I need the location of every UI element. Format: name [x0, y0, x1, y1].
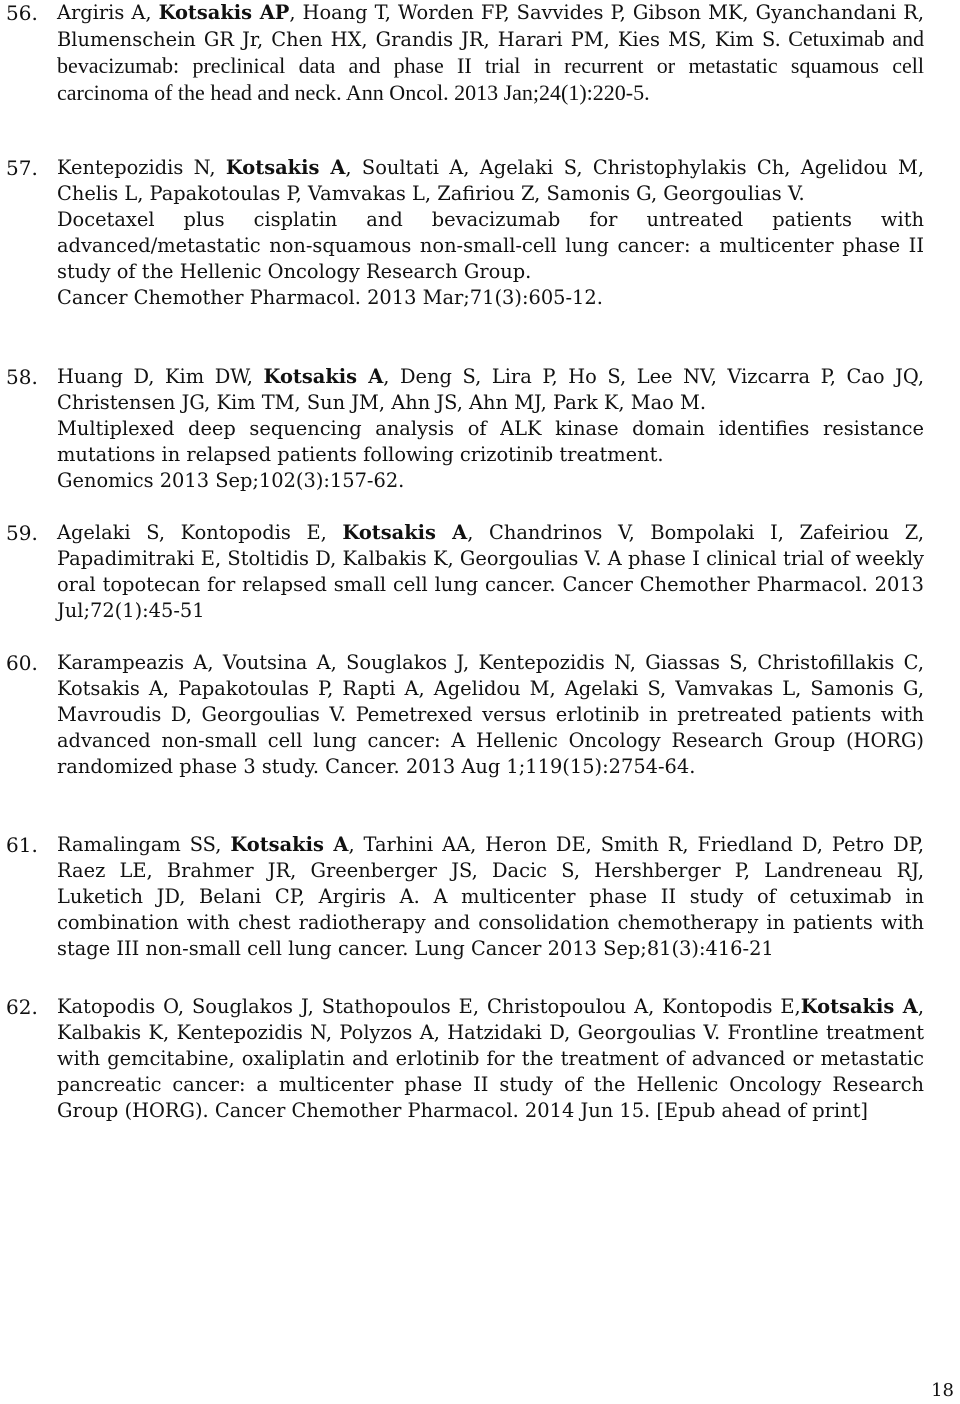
reference-authors: Ramalingam SS, [57, 833, 231, 856]
reference-title: Multiplexed deep sequencing analysis of ALK kinase domain identifies resistance mutations in relapsed patients following crizotinib treatment. [57, 417, 924, 466]
reference-authors: Agelaki S, Kontopodis E, [57, 521, 343, 544]
reference-authors-line [57, 155, 924, 207]
reference-authors: Huang D, Kim DW, [57, 365, 264, 388]
reference-text [57, 832, 924, 962]
reference-authors: Katopodis O, Souglakos J, Stathopoulos E, Christopoulou A, Kontopodis E, [57, 995, 801, 1018]
reference-authors-continued: , Tarhini AA, Heron DE, Smith R, Friedland D, Petro DP, Raez LE, Brahmer JR, Greenberger JS, Dacic S, Hershberger P, Landreneau RJ, Luketich JD, Belani CP, Argiris A. A multicenter phase II study of cetuximab in combination with chest radiotherapy and consolidation chemotherapy in patients with stage III non-small cell lung cancer. Lung Cancer 2013 Sep;81(3):416-21 [57, 833, 924, 960]
reference-text: Karampeazis A, Voutsina A, Souglakos J, Kentepozidis N, Giassas S, Christofillakis C, Kotsakis A, Papakotoulas P, Rapti A, Agelidou M, Agelaki S, Vamvakas L, Samonis G, Mavroudis D, Georgoulias V. Pemetrexed versus erlotinib in pretreated patients with advanced non-small cell lung cancer: A Hellenic Oncology Research Group (HORG) randomized phase 3 study. Cancer. 2013 Aug 1;119(15):2754-64. [57, 651, 924, 778]
reference-authors: Argiris A, [57, 1, 159, 24]
highlighted-author: Kotsakis A [230, 833, 349, 856]
reference-text [57, 364, 924, 494]
reference-number: 56. [6, 1, 38, 25]
highlighted-author: Kotsakis A [800, 995, 918, 1018]
reference-authors-continued: , Hoang T, Worden FP, Savvides P, Gibson MK, Gyanchandani R, Blumenschein GR Jr, Chen HX, Grandis JR, Harari PM, Kies MS, Kim S. [57, 1, 924, 51]
reference-text [57, 0, 924, 107]
reference-number: 58. [6, 365, 38, 389]
reference-number: 62. [6, 995, 38, 1019]
reference-journal: Cancer Chemother Pharmacol. 2013 Mar;71(3):605-12. [57, 286, 603, 309]
highlighted-author: Kotsakis A [225, 156, 346, 179]
reference-text [57, 520, 924, 624]
reference-authors-line [57, 364, 924, 416]
reference-title-journal: Cetuximab and bevacizumab: preclinical data and phase II trial in recurrent or metastatic squamous cell carcinoma of the head and neck. Ann Oncol. 2013 Jan;24(1):220-5. [57, 26, 924, 105]
reference-authors-continued: , Deng S, Lira P, Ho S, Lee NV, Vizcarra P, Cao JQ, Christensen JG, Kim TM, Sun JM, Ahn JS, Ahn MJ, Park K, Mao M. [57, 365, 924, 414]
reference-number: 57. [6, 156, 38, 180]
page-number: 18 [931, 1380, 954, 1401]
reference-authors-continued: , Soultati A, Agelaki S, Christophylakis Ch, Agelidou M, Chelis L, Papakotoulas P, Vamvakas L, Zafiriou Z, Samonis G, Georgoulias V. [57, 156, 925, 205]
reference-authors: Kentepozidis N, [57, 156, 226, 179]
highlighted-author: Kotsakis AP [158, 1, 290, 24]
reference-authors-continued: , Chandrinos V, Bompolaki I, Zafeiriou Z, Papadimitraki E, Stoltidis D, Kalbakis K, Georgoulias V. A phase I clinical trial of weekly oral topotecan for relapsed small cell lung cancer. Cancer Chemother Pharmacol. 2013 Jul;72(1):45-51 [57, 521, 924, 622]
reference-authors-continued: , Kalbakis K, Kentepozidis N, Polyzos A, Hatzidaki D, Georgoulias V. Frontline treatment with gemcitabine, oxaliplatin and erlotinib for the treatment of advanced or metastatic pancreatic cancer: a multicenter phase II study of the Hellenic Oncology Research Group (HORG). Cancer Chemother Pharmacol. 2014 Jun 15. [Epub ahead of print] [57, 995, 924, 1122]
reference-number: 60. [6, 651, 38, 675]
reference-title: Docetaxel plus cisplatin and bevacizumab for untreated patients with advanced/metastatic non-squamous non-small-cell lung cancer: a multicenter phase II study of the Hellenic Oncology Research Group. [57, 208, 924, 283]
highlighted-author: Kotsakis A [342, 521, 468, 544]
highlighted-author: Kotsakis A [263, 365, 384, 388]
reference-number: 59. [6, 521, 38, 545]
reference-text [57, 155, 924, 311]
reference-text [57, 994, 924, 1124]
reference-number: 61. [6, 833, 38, 857]
reference-journal: Genomics 2013 Sep;102(3):157-62. [57, 469, 405, 492]
